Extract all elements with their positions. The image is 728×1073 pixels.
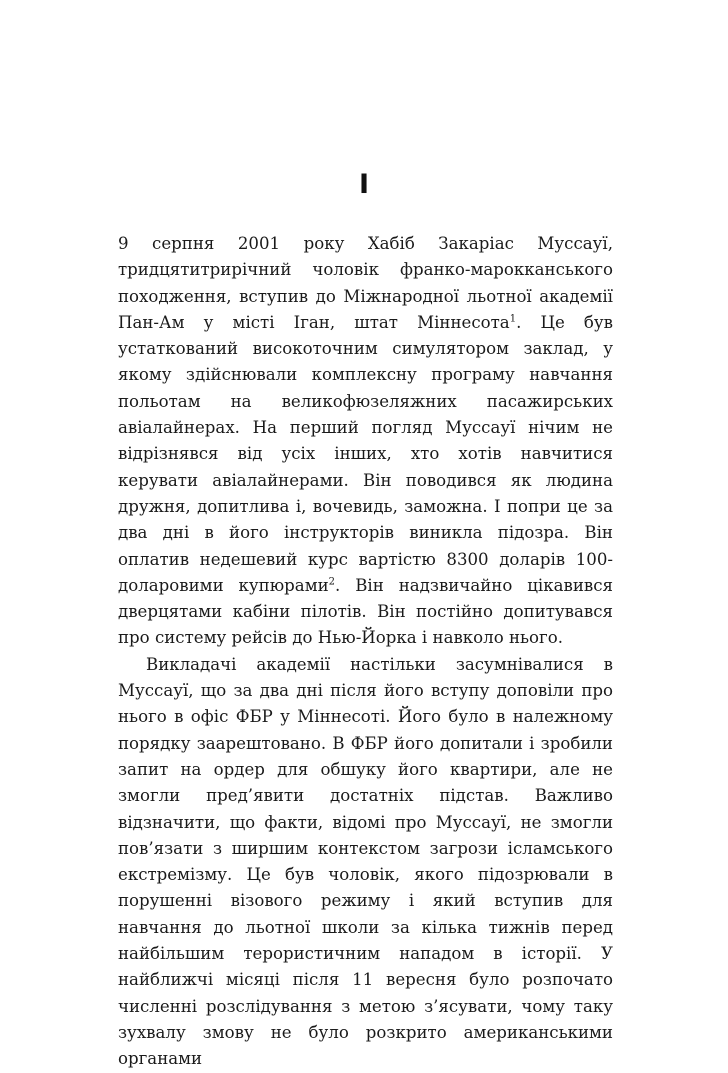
footnote-marker-2[interactable]: 2 [328, 576, 336, 588]
chapter-number: I [358, 169, 370, 200]
paragraph-1-text-a: 9 серпня 2001 року Хабіб Закаріас Муссауї, тридцятитрирічний чоловік франко-марокканського походження, вступив до Міжнародної льотної академії Пан-Ам у місті Іган, штат Міннесота [118, 234, 613, 332]
paragraph-1 [118, 231, 613, 652]
paragraph-1-text-b: . Це був устаткований високоточним симулятором заклад, у якому здійснювали комплексну програму навчання польотам на великофюзеляжних пасажирських авіалайнерах. На перший погляд Муссауї нічим не відрізнявся від усіх інших, хто хотів навчитися керувати авіалайнерами. Він поводився як людина дружня, допитлива і, вочевидь, заможна. І попри це за два дні в його інструкторів виникла підозра. Він оплатив недешевий курс вартістю 8300 доларів 100-доларовими купюрами [118, 312, 613, 595]
footnote-marker-1[interactable]: 1 [509, 313, 517, 325]
paragraph-1-text-c: . Він надзвичайно цікавився дверцятами кабіни пілотів. Він постійно допитувався про систему рейсів до Нью-Йорка і навколо нього. [118, 575, 613, 648]
chapter-body [118, 231, 613, 1073]
paragraph-2: Викладачі академії настільки засумнівалися в Муссауї, що за два дні після його вступу доповіли про нього в офіс ФБР у Міннесоті. Його було в належному порядку заарештовано. В ФБР його допитали і зробили запит на ордер для обшуку його квартири, але не змогли пред’явити достатніх підстав. Важливо відзначити, що факти, відомі про Муссауї, не змогли пов’язати з ширшим контекстом загрози ісламського екстремізму. Це був чоловік, якого підозрювали в порушенні візового режиму і який вступив для навчання до льотної школи за кілька тижнів перед найбільшим терористичним нападом в історії. У найближчі місяці після 11 вересня було розпочато численні розслідування з метою з’ясувати, чому таку зухвалу змову не було розкрито американськими органами [118, 654, 613, 1069]
